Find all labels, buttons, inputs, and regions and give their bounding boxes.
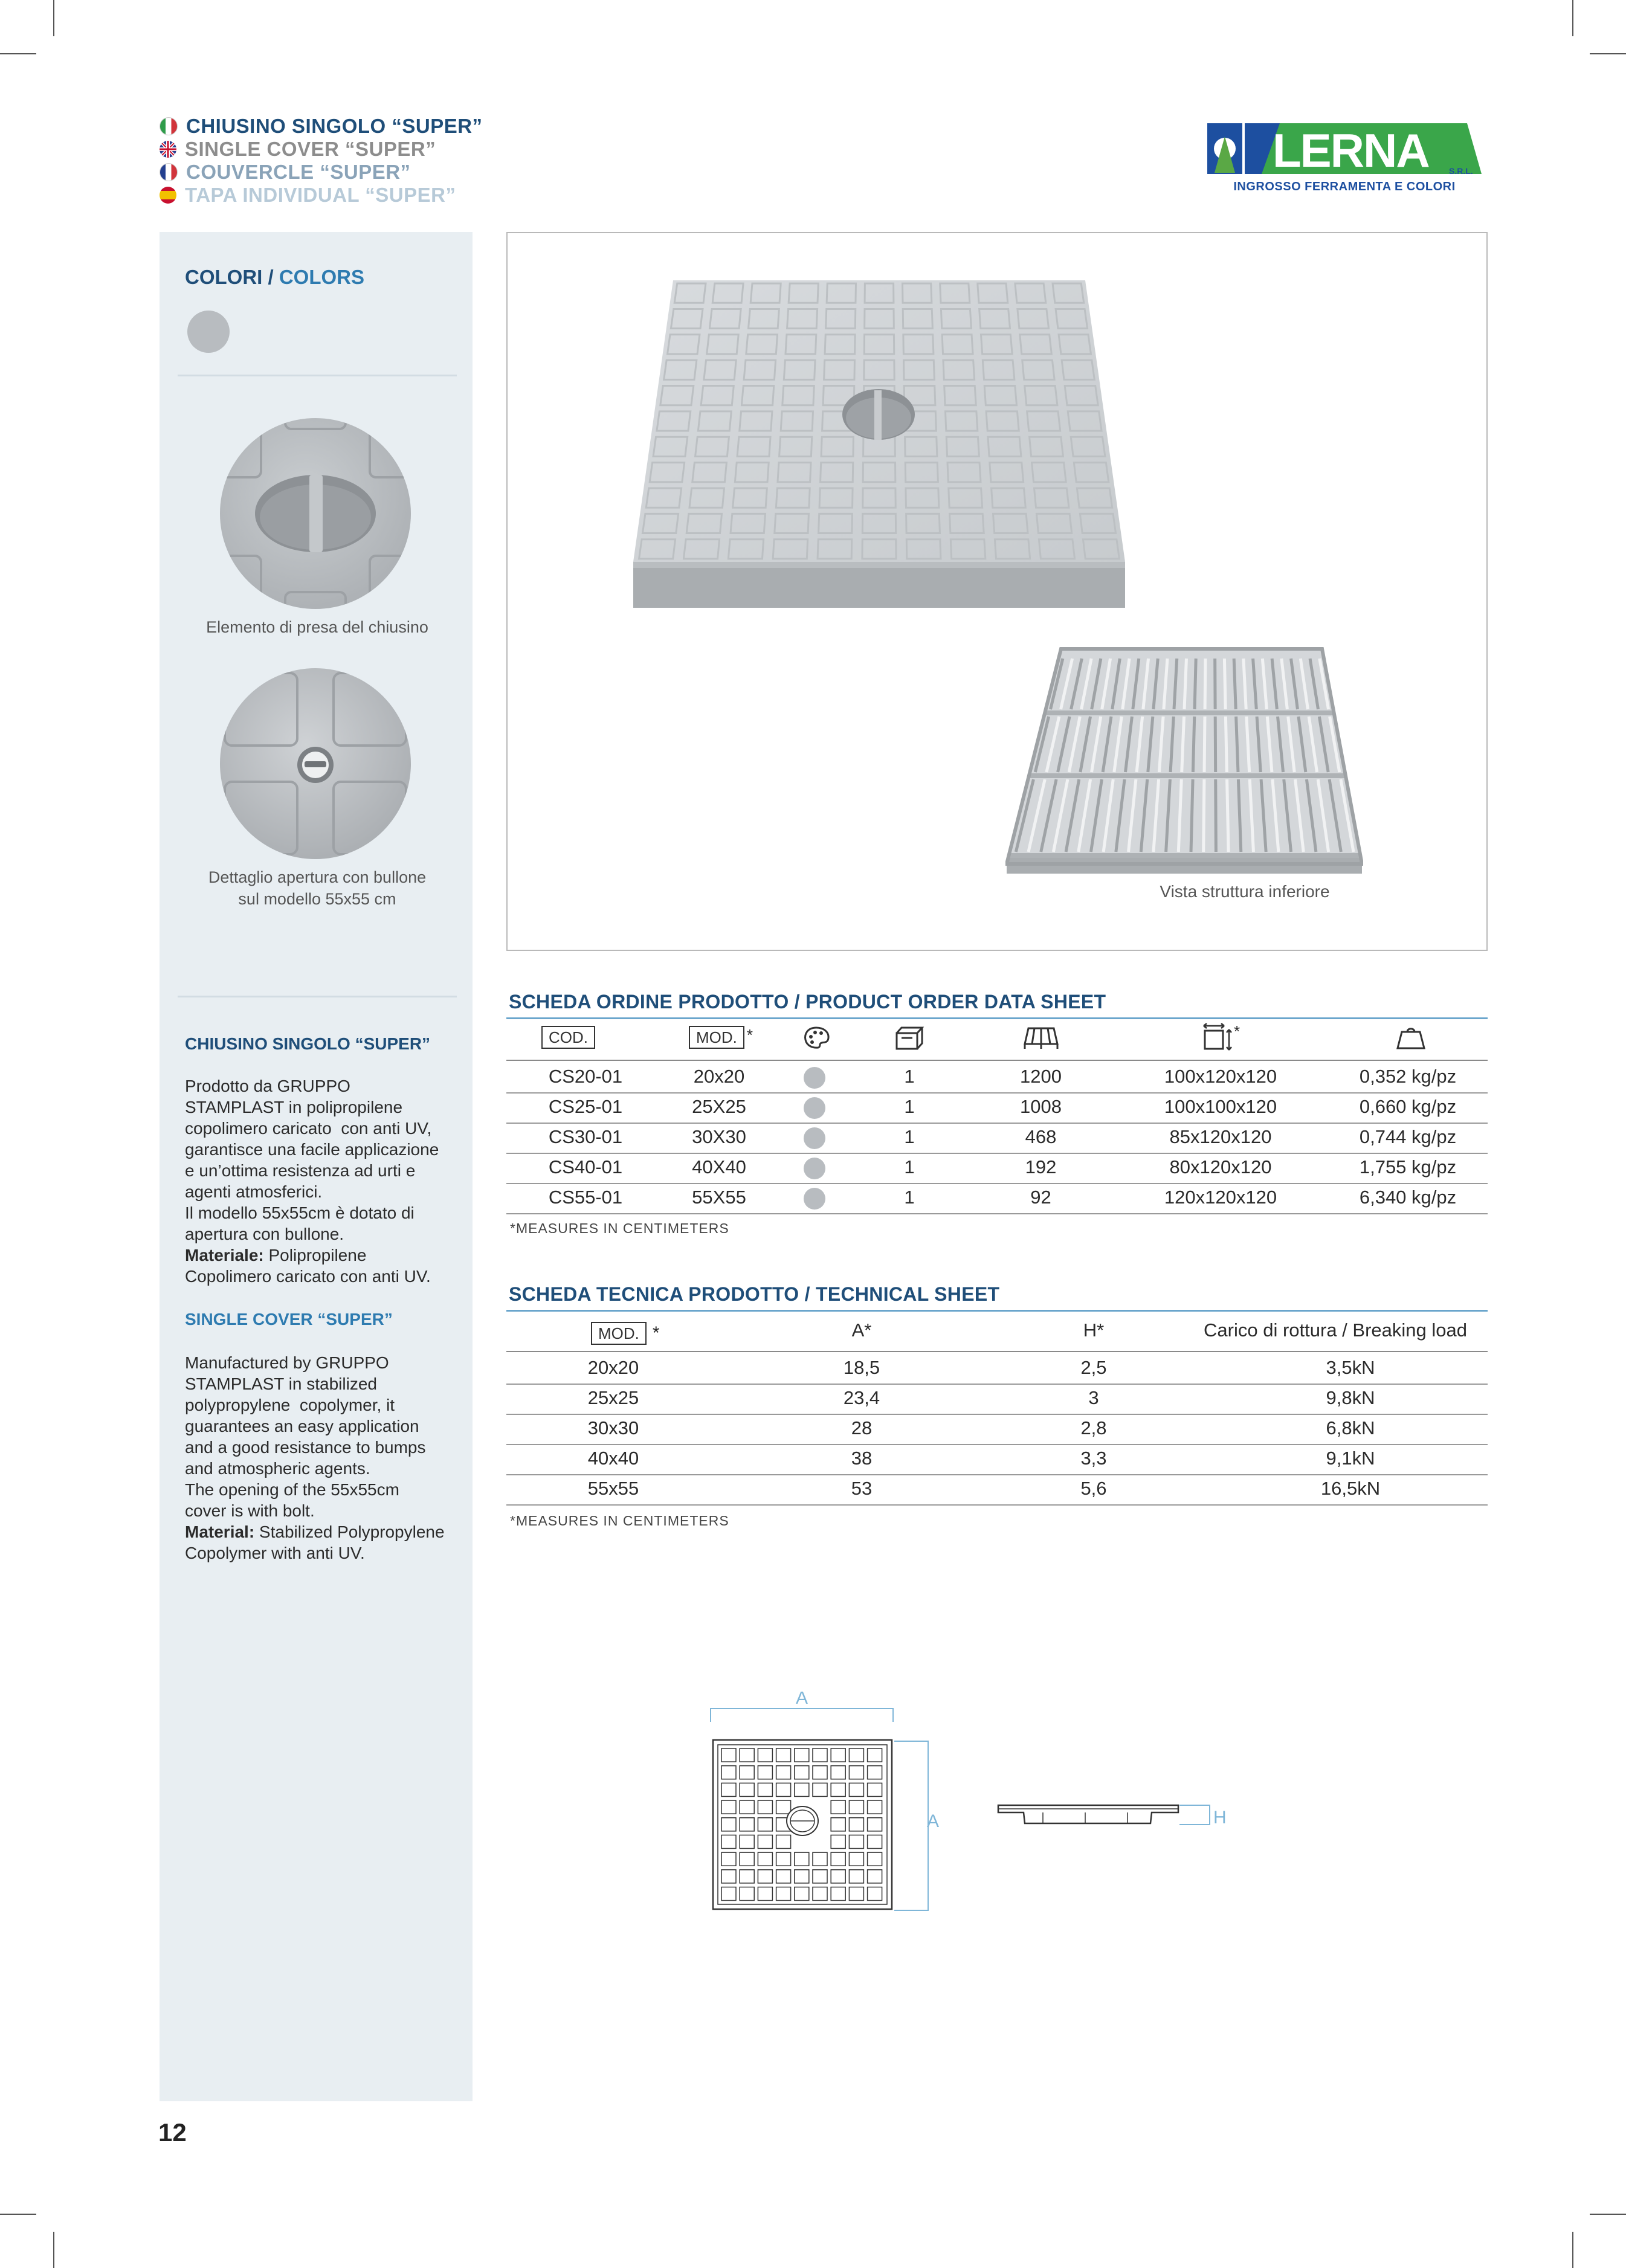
- drawing-tile: [831, 1835, 845, 1848]
- drawing-tile: [758, 1783, 772, 1796]
- order-cell-cod: CS40-01: [548, 1156, 623, 1177]
- tech-cell-mod: 20x20: [587, 1357, 639, 1378]
- tech-cell-mod: 25x25: [587, 1387, 639, 1408]
- description-en-line: and a good resistance to bumps: [185, 1438, 426, 1457]
- drawing-tile: [740, 1852, 754, 1866]
- drawing-tile: [721, 1835, 736, 1848]
- tech-cell-mod: 40x40: [587, 1448, 639, 1469]
- dimensions-icon: [1201, 1022, 1240, 1052]
- colors-heading: [185, 266, 364, 289]
- description-it: [185, 1075, 463, 1287]
- order-row-line: [506, 1123, 1488, 1124]
- tech-cell-h: 2,5: [1080, 1357, 1107, 1378]
- description-en-line: and atmospheric agents.: [185, 1459, 370, 1478]
- drawing-tile: [721, 1748, 736, 1762]
- order-cell-qty: 1: [904, 1156, 915, 1177]
- crop-mark: [1572, 0, 1573, 36]
- colors-heading-it: COLORI: [185, 266, 263, 288]
- material-it-line: [185, 1245, 463, 1266]
- material-en-value: Stabilized Polypropylene: [254, 1522, 445, 1541]
- detail-bolt-image: [219, 667, 412, 860]
- cover-rib: [1234, 659, 1236, 709]
- drawing-tile: [831, 1783, 845, 1796]
- order-cell-pallet: 1008: [1020, 1096, 1062, 1117]
- drawing-tile: [849, 1783, 863, 1796]
- order-cell-cod: CS20-01: [548, 1066, 623, 1087]
- photo-caption: Vista struttura inferiore: [1160, 882, 1330, 901]
- drawing-tile: [813, 1783, 827, 1796]
- drawing-tile: [721, 1800, 736, 1814]
- drawing-tile: [831, 1818, 845, 1831]
- color-swatch-dot: [804, 1127, 825, 1149]
- tech-cell-h: 3: [1088, 1387, 1099, 1408]
- order-cell-dims: 80x120x120: [1169, 1156, 1272, 1177]
- cover-bottom-structure-image: [1005, 646, 1363, 875]
- drawing-tile: [776, 1870, 791, 1883]
- order-header-line: [506, 1060, 1488, 1061]
- drawing-tile: [776, 1835, 791, 1848]
- order-row-line: [506, 1153, 1488, 1154]
- tech-row-line: [506, 1444, 1488, 1445]
- title-es: [160, 184, 483, 207]
- drawing-tile: [868, 1800, 882, 1814]
- title-en: [160, 138, 483, 161]
- order-header-mod: [689, 1026, 753, 1049]
- order-cell-cod: CS55-01: [548, 1187, 623, 1208]
- svg-text:H: H: [1213, 1808, 1227, 1828]
- description-it-line: garantisce una facile applicazione: [185, 1140, 439, 1159]
- svg-text:A: A: [796, 1692, 808, 1708]
- drawing-tile: [868, 1852, 882, 1866]
- tech-sheet-rule: [506, 1310, 1488, 1312]
- order-cell-mod: 30X30: [692, 1126, 746, 1147]
- drawing-tile: [795, 1870, 809, 1883]
- drawing-tile: [740, 1800, 754, 1814]
- drawing-tile: [813, 1748, 827, 1762]
- description-en-line: Manufactured by GRUPPO: [185, 1353, 389, 1372]
- color-swatch-grey: [187, 311, 230, 353]
- order-cell-qty: 1: [904, 1096, 915, 1117]
- tech-cell-h: 3,3: [1080, 1448, 1107, 1469]
- tech-cell-h: 2,8: [1080, 1417, 1107, 1438]
- drawing-tile: [740, 1870, 754, 1883]
- tech-cell-a: 18,5: [843, 1357, 880, 1378]
- order-row-line: [506, 1213, 1488, 1214]
- drawing-tile: [868, 1766, 882, 1779]
- tech-row-line: [506, 1474, 1488, 1475]
- drawing-tile: [776, 1748, 791, 1762]
- drawing-tile: [868, 1870, 882, 1883]
- drawing-tile: [831, 1800, 845, 1814]
- sidebar-divider: [178, 375, 457, 376]
- cover-top-view-image: [630, 278, 1134, 610]
- page-number: 12: [158, 2118, 187, 2147]
- drawing-tile: [721, 1783, 736, 1796]
- detail-bolt-caption-line2: sul modello 55x55 cm: [238, 890, 396, 908]
- drawing-tile: [740, 1783, 754, 1796]
- description-it-line: e un’ottima resistenza ad urti e: [185, 1161, 416, 1180]
- order-cell-pallet: 468: [1025, 1126, 1057, 1147]
- drawing-tile: [795, 1766, 809, 1779]
- description-it-line: Il modello 55x55cm è dotato di: [185, 1203, 415, 1222]
- drawing-tile: [758, 1748, 772, 1762]
- order-cell-dims: 85x120x120: [1169, 1126, 1272, 1147]
- drawing-tile: [758, 1766, 772, 1779]
- description-en-line: STAMPLAST in stabilized: [185, 1374, 377, 1393]
- drawing-tile: [831, 1748, 845, 1762]
- detail-bolt-caption-line1: Dettaglio apertura con bullone: [208, 868, 427, 886]
- cover-rib: [1191, 779, 1193, 852]
- svg-text:LERNA: LERNA: [1273, 124, 1429, 177]
- tech-mod-asterisk: *: [652, 1323, 660, 1343]
- cover-rib: [1204, 717, 1205, 772]
- drawing-tile: [776, 1800, 791, 1814]
- crop-mark: [53, 2232, 54, 2268]
- drawing-tile: [849, 1852, 863, 1866]
- detail-handle-image: [219, 417, 412, 610]
- technical-drawing-side: [995, 1798, 1236, 1834]
- cover-rib: [1224, 659, 1225, 709]
- description-it-line: STAMPLAST in polipropilene: [185, 1098, 403, 1116]
- cod-label: COD.: [541, 1026, 595, 1049]
- drawing-tile: [721, 1766, 736, 1779]
- crop-mark: [1590, 53, 1626, 54]
- description-it-line: Prodotto da GRUPPO: [185, 1077, 350, 1095]
- palette-icon: [802, 1026, 830, 1053]
- material-en-line2: Copolymer with anti UV.: [185, 1544, 365, 1562]
- order-cell-weight: 0,744 kg/pz: [1359, 1126, 1457, 1147]
- description-it-line: agenti atmosferici.: [185, 1182, 323, 1201]
- drawing-tile: [849, 1748, 863, 1762]
- title-fr: [160, 161, 483, 184]
- title-it: [160, 115, 483, 138]
- material-en-line: [185, 1521, 463, 1542]
- order-cell-weight: 6,340 kg/pz: [1359, 1187, 1457, 1208]
- cover-rib: [1225, 717, 1227, 772]
- tech-cell-a: 38: [851, 1448, 873, 1469]
- title-en-text: SINGLE COVER “SUPER”: [185, 138, 436, 160]
- drawing-tile: [795, 1852, 809, 1866]
- drawing-tile: [740, 1766, 754, 1779]
- drawing-tile: [795, 1887, 809, 1901]
- title-it-text: CHIUSINO SINGOLO “SUPER”: [186, 115, 483, 137]
- svg-text:A: A: [927, 1811, 940, 1831]
- drawing-tile: [813, 1870, 827, 1883]
- drawing-tile: [868, 1887, 882, 1901]
- material-it-label: Materiale:: [185, 1246, 264, 1264]
- title-fr-text: COUVERCLE “SUPER”: [186, 161, 411, 183]
- drawing-tile: [721, 1818, 736, 1831]
- drawing-tile: [721, 1852, 736, 1866]
- drawing-tile: [758, 1887, 772, 1901]
- drawing-tile: [831, 1887, 845, 1901]
- drawing-tile: [868, 1748, 882, 1762]
- order-row-line: [506, 1183, 1488, 1184]
- tech-cell-load: 16,5kN: [1320, 1478, 1381, 1499]
- svg-text:S.R.L.: S.R.L.: [1449, 166, 1473, 176]
- order-cell-mod: 20x20: [693, 1066, 745, 1087]
- tech-cell-mod: 30x30: [587, 1417, 639, 1438]
- drawing-tile: [740, 1835, 754, 1848]
- color-swatch-dot: [804, 1188, 825, 1210]
- color-swatch-dot: [804, 1097, 825, 1119]
- flag-france-icon: [160, 163, 178, 181]
- description-en-heading: SINGLE COVER “SUPER”: [185, 1310, 393, 1329]
- order-cell-mod: 25X25: [692, 1096, 746, 1117]
- cover-rib: [1236, 717, 1238, 772]
- order-cell-pallet: 192: [1025, 1156, 1057, 1177]
- flag-italy-icon: [160, 117, 178, 135]
- tech-row-line: [506, 1384, 1488, 1385]
- drawing-tile: [758, 1835, 772, 1848]
- description-en-line: polypropylene copolymer, it: [185, 1396, 395, 1414]
- crop-mark: [1590, 2214, 1626, 2215]
- product-titles: [160, 115, 483, 207]
- drawing-tile: [813, 1852, 827, 1866]
- order-sheet-note: *MEASURES IN CENTIMETERS: [510, 1220, 729, 1236]
- flag-uk-icon: [160, 141, 176, 158]
- drawing-tile: [721, 1870, 736, 1883]
- tech-cell-load: 9,8kN: [1326, 1387, 1375, 1408]
- tech-header-a: A*: [851, 1319, 872, 1341]
- drawing-tile: [758, 1852, 772, 1866]
- drawing-tile: [849, 1766, 863, 1779]
- order-sheet-rule: [506, 1017, 1488, 1019]
- cover-rib: [1193, 717, 1194, 772]
- drawing-tile: [740, 1748, 754, 1762]
- drawing-tile: [849, 1870, 863, 1883]
- box-icon: [893, 1025, 926, 1054]
- order-cell-mod: 55X55: [692, 1187, 746, 1208]
- drawing-tile: [831, 1766, 845, 1779]
- order-cell-pallet: 92: [1030, 1187, 1051, 1208]
- order-header-cod: [541, 1026, 595, 1049]
- material-en-label: Material:: [185, 1522, 255, 1541]
- tech-cell-a: 53: [851, 1478, 873, 1499]
- drawing-tile: [795, 1783, 809, 1796]
- colors-heading-en: COLORS: [279, 266, 365, 288]
- description-it-line: copolimero caricato con anti UV,: [185, 1119, 432, 1138]
- tech-row-line: [506, 1414, 1488, 1415]
- pallet-icon: [1022, 1026, 1060, 1053]
- drawing-tile: [868, 1818, 882, 1831]
- drawing-tile: [776, 1887, 791, 1901]
- tech-cell-load: 9,1kN: [1326, 1448, 1375, 1469]
- drawing-tile: [776, 1783, 791, 1796]
- order-cell-qty: 1: [904, 1126, 915, 1147]
- weight-icon: [1396, 1026, 1426, 1053]
- sidebar-divider: [178, 996, 457, 997]
- tech-sheet-title: SCHEDA TECNICA PRODOTTO / TECHNICAL SHEET: [509, 1283, 1000, 1305]
- order-cell-weight: 0,660 kg/pz: [1359, 1096, 1457, 1117]
- order-cell-dims: 100x100x120: [1164, 1096, 1277, 1117]
- cover-rib: [1227, 779, 1229, 852]
- description-en-line: guarantees an easy application: [185, 1417, 419, 1435]
- crop-mark: [53, 0, 54, 36]
- order-cell-pallet: 1200: [1020, 1066, 1062, 1087]
- colors-heading-sep: /: [262, 266, 279, 288]
- tech-row-line: [506, 1504, 1488, 1506]
- tech-cell-h: 5,6: [1080, 1478, 1107, 1499]
- dimensions-asterisk: *: [1234, 1022, 1240, 1040]
- drawing-tile: [868, 1835, 882, 1848]
- tech-cell-a: 28: [851, 1417, 873, 1438]
- drawing-tile: [831, 1870, 845, 1883]
- drawing-tile: [849, 1818, 863, 1831]
- drawing-tile: [758, 1800, 772, 1814]
- detail-handle-caption: Elemento di presa del chiusino: [206, 618, 428, 636]
- order-cell-mod: 40X40: [692, 1156, 746, 1177]
- order-cell-cod: CS25-01: [548, 1096, 623, 1117]
- material-it-value: Polipropilene: [263, 1246, 367, 1264]
- description-en-line: cover is with bolt.: [185, 1501, 315, 1520]
- tech-cell-load: 3,5kN: [1326, 1357, 1375, 1378]
- color-swatch-dot: [804, 1158, 825, 1179]
- crop-mark: [1572, 2232, 1573, 2268]
- tech-cell-mod: 55x55: [587, 1478, 639, 1499]
- drawing-tile: [721, 1887, 736, 1901]
- order-sheet-title: SCHEDA ORDINE PRODOTTO / PRODUCT ORDER DATA SHEET: [509, 991, 1106, 1013]
- description-en-line: The opening of the 55x55cm: [185, 1480, 399, 1499]
- order-row-line: [506, 1092, 1488, 1094]
- drawing-tile: [795, 1748, 809, 1762]
- drawing-tile: [849, 1800, 863, 1814]
- color-swatch-dot: [804, 1067, 825, 1089]
- flag-spain-icon: [160, 187, 176, 204]
- description-it-heading: CHIUSINO SINGOLO “SUPER”: [185, 1034, 431, 1053]
- crop-mark: [0, 2214, 36, 2215]
- crop-mark: [0, 53, 36, 54]
- order-cell-cod: CS30-01: [548, 1126, 623, 1147]
- tech-mod-label: MOD.: [591, 1322, 647, 1345]
- tech-header-mod: [591, 1322, 660, 1345]
- order-cell-weight: 1,755 kg/pz: [1359, 1156, 1457, 1177]
- order-cell-dims: 100x120x120: [1164, 1066, 1277, 1087]
- description-en: [185, 1352, 463, 1564]
- material-it-line2: Copolimero caricato con anti UV.: [185, 1267, 431, 1286]
- tech-sheet-note: *MEASURES IN CENTIMETERS: [510, 1513, 729, 1529]
- drawing-tile: [849, 1887, 863, 1901]
- drawing-tile: [758, 1870, 772, 1883]
- order-cell-dims: 120x120x120: [1164, 1187, 1277, 1208]
- drawing-tile: [776, 1852, 791, 1866]
- detail-bolt-caption: [178, 866, 457, 910]
- drawing-tile: [849, 1835, 863, 1848]
- cover-rib: [1195, 659, 1196, 709]
- description-it-line: apertura con bullone.: [185, 1225, 344, 1243]
- cover-rib: [1184, 659, 1186, 709]
- order-cell-qty: 1: [904, 1187, 915, 1208]
- tech-header-h: H*: [1083, 1319, 1105, 1341]
- mod-label: MOD.: [689, 1026, 744, 1049]
- tech-header-line: [506, 1351, 1488, 1352]
- logo-subtitle: INGROSSO FERRAMENTA E COLORI: [1233, 180, 1456, 193]
- drawing-tile: [740, 1818, 754, 1831]
- order-cell-qty: 1: [904, 1066, 915, 1087]
- drawing-tile: [868, 1783, 882, 1796]
- drawing-tile: [740, 1887, 754, 1901]
- mod-asterisk: *: [746, 1026, 753, 1044]
- technical-drawing-top: [701, 1692, 961, 1915]
- tech-cell-load: 6,8kN: [1326, 1417, 1375, 1438]
- drawing-tile: [813, 1766, 827, 1779]
- drawing-tile: [776, 1766, 791, 1779]
- drawing-tile: [813, 1887, 827, 1901]
- tech-header-load: Carico di rottura / Breaking load: [1204, 1319, 1467, 1341]
- drawing-tile: [758, 1818, 772, 1831]
- drawing-tile: [831, 1852, 845, 1866]
- order-cell-weight: 0,352 kg/pz: [1359, 1066, 1457, 1087]
- tech-cell-a: 23,4: [843, 1387, 880, 1408]
- title-es-text: TAPA INDIVIDUAL “SUPER”: [185, 184, 456, 206]
